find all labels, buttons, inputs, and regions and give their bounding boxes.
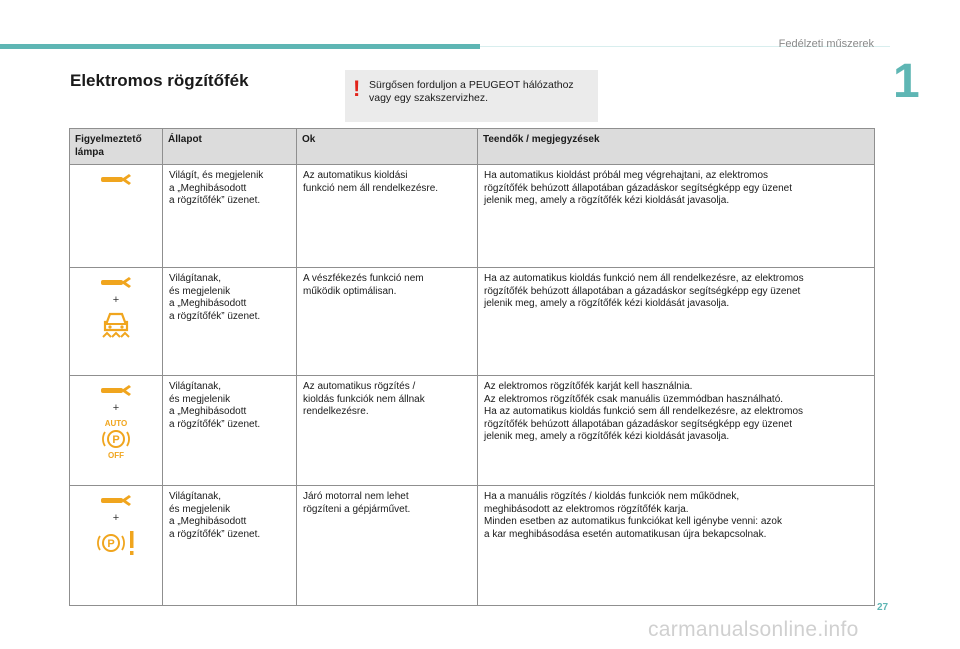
ok-cell: [297, 376, 478, 486]
text-line: A vészfékezés funkció nem: [303, 273, 424, 284]
table-header-row: [70, 129, 875, 165]
plus-sign: +: [112, 294, 120, 306]
text-line: a rögzítőfék” üzenet.: [169, 418, 261, 430]
table-row: [70, 268, 875, 376]
wrench-icon: [99, 491, 133, 509]
teendok-cell: [478, 376, 875, 486]
teendok-cell: [478, 486, 875, 606]
text-line: és megjelenik: [169, 393, 231, 405]
text-line: a „Meghibásodott: [169, 406, 247, 417]
header-lampa: Figyelmeztető lámpa: [70, 129, 163, 165]
text-line: rögzítőfék behúzott állapotában a gázadáskor segítségképp egy üzenet: [484, 285, 801, 297]
text-line: a kar meghibásodása esetén automatikusan újra bekapcsolnak.: [484, 528, 767, 540]
header-teendok: Teendők / megjegyzések: [478, 129, 875, 165]
p-label: P: [107, 537, 115, 550]
text-line: a „Meghibásodott: [169, 298, 247, 309]
section-label: Fedélzeti műszerek: [778, 38, 874, 50]
teendok-cell: [478, 165, 875, 268]
text-line: jelenik meg, amely a rögzítőfék kézi kioldását javasolja.: [484, 431, 730, 442]
text-line: Ha az automatikus kioldás funkció nem áll rendelkezésre, az elektromos: [484, 273, 804, 284]
text-line: Ha automatikus kioldást próbál meg végrehajtani, az elektromos: [484, 170, 769, 181]
text-line: kioldás funkciók nem állnak: [303, 393, 425, 405]
auto-p-off-icon: [99, 418, 133, 460]
text-line: Világítanak,: [169, 491, 222, 502]
warning-text: Sürgősen forduljon a PEUGEOT hálózathoz vagy egy szakszervizhez.: [369, 79, 574, 104]
wrench-icon: [99, 170, 133, 188]
text-line: rögzíteni a gépjárművet.: [303, 503, 411, 515]
allapot-cell: [163, 165, 297, 268]
text-line: Minden esetben az automatikus funkciókat kell igénybe venni: azok: [484, 516, 782, 527]
lamp-cell: [70, 165, 163, 268]
text-line: funkció nem áll rendelkezésre.: [303, 182, 439, 194]
warning-lamp-table: [69, 128, 875, 606]
allapot-cell: [163, 268, 297, 376]
ok-cell: [297, 165, 478, 268]
text-line: Ha az automatikus kioldás funkció sem áll rendelkezésre, az elektromos: [484, 406, 804, 417]
watermark: carmanualsonline.info: [648, 618, 859, 641]
text-line: rendelkezésre.: [303, 406, 369, 417]
text-line: a rögzítőfék” üzenet.: [169, 310, 261, 322]
allapot-cell: [163, 376, 297, 486]
emergency-brake-icon: [99, 310, 133, 340]
page-title: Elektromos rögzítőfék: [70, 71, 249, 90]
exclamation-icon: !: [353, 76, 361, 101]
text-line: meghibásodott az elektromos rögzítőfék karja.: [484, 503, 689, 515]
lamp-cell: [70, 486, 163, 606]
warning-note: [345, 70, 598, 122]
text-line: és megjelenik: [169, 285, 231, 297]
wrench-icon: [99, 273, 133, 291]
teendok-cell: [478, 268, 875, 376]
table-row: [70, 376, 875, 486]
plus-sign: +: [112, 402, 120, 414]
text-line: rögzítőfék behúzott állapotában gázadáskor segítségképp egy üzenet: [484, 182, 792, 194]
text-line: a rögzítőfék” üzenet.: [169, 195, 261, 206]
text-line: jelenik meg, amely a rögzítőfék kézi kioldását javasolja.: [484, 298, 730, 309]
text-line: Ha a manuális rögzítés / kioldás funkciók nem működnek,: [484, 491, 740, 502]
lamp-cell: [70, 376, 163, 486]
text-line: működik optimálisan.: [303, 285, 397, 297]
header-ok: Ok: [297, 129, 478, 165]
lamp-cell: [70, 268, 163, 376]
header-allapot: Állapot: [163, 129, 297, 165]
wrench-icon: [99, 381, 133, 399]
text-line: Világítanak,: [169, 273, 222, 284]
header-accent-bar: [0, 44, 480, 49]
page-number: 27: [877, 602, 889, 613]
off-label: OFF: [108, 450, 124, 460]
text-line: a rögzítőfék” üzenet.: [169, 528, 261, 540]
text-line: Az elektromos rögzítőfék csak manuális üzemmódban használható.: [484, 393, 784, 405]
auto-label: AUTO: [104, 418, 128, 428]
text-line: Járó motorral nem lehet: [303, 491, 409, 502]
table-row: [70, 486, 875, 606]
p-label: P: [112, 433, 120, 446]
text-line: Világít, és megjelenik: [169, 170, 264, 181]
text-line: jelenik meg, amely a rögzítőfék kézi kioldását javasolja.: [484, 195, 730, 206]
text-line: Az elektromos rögzítőfék karját kell használnia.: [484, 381, 693, 392]
ok-cell: [297, 268, 478, 376]
text-line: a „Meghibásodott: [169, 182, 247, 194]
allapot-cell: [163, 486, 297, 606]
parking-brake-fault-icon: [94, 528, 138, 558]
ok-cell: [297, 486, 478, 606]
text-line: rögzítőfék behúzott állapotában gázadáskor segítségképp egy üzenet: [484, 418, 792, 430]
text-line: és megjelenik: [169, 503, 231, 515]
text-line: Az automatikus kioldási: [303, 170, 408, 181]
text-line: Az automatikus rögzítés /: [303, 381, 416, 392]
plus-sign: +: [112, 512, 120, 524]
text-line: a „Meghibásodott: [169, 516, 247, 527]
table-row: [70, 165, 875, 268]
text-line: Világítanak,: [169, 381, 222, 392]
chapter-number: 1: [893, 55, 920, 108]
